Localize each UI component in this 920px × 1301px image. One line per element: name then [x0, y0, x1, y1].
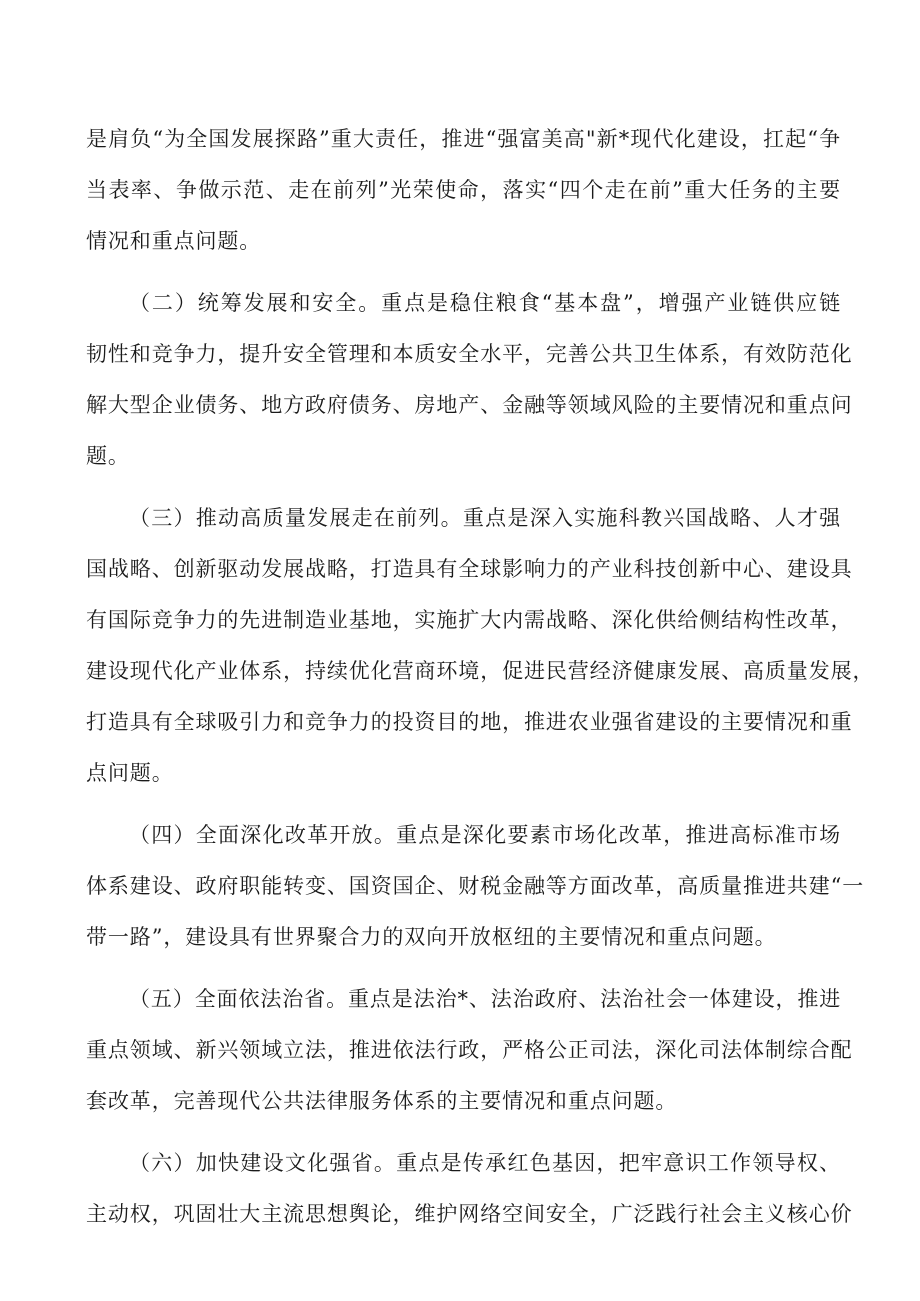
- paragraph-development: [86, 493, 875, 799]
- paragraph-continuation: [86, 114, 841, 267]
- text-line: （二）统筹发展和安全。重点是稳住粮食“基本盘”，增强产业链供应链: [129, 291, 841, 315]
- text-line: （六）加快建设文化强省。重点是传承红色基因，把牢意识工作领导权、: [129, 1151, 841, 1175]
- text-line: 解大型企业债务、地方政府债务、房地产、金融等领域风险的主要情况和重点问: [86, 393, 853, 417]
- text-line: 韧性和竞争力，提升安全管理和本质安全水平，完善公共卫生体系，有效防范化: [86, 342, 853, 366]
- text-line: （五）全面依法治省。重点是法治*、法治政府、法治社会一体建设，推进: [129, 987, 842, 1011]
- text-line: 重点领域、新兴领域立法，推进依法行政，严格公正司法，深化司法体制综合配: [86, 1038, 853, 1062]
- text-line: 点问题。: [86, 761, 174, 785]
- text-line: 体系建设、政府职能转变、国资国企、财税金融等方面改革，高质量推进共建“一: [86, 874, 865, 898]
- text-line: （四）全面深化改革开放。重点是深化要素市场化改革，推进高标准市场: [129, 823, 841, 847]
- text-line: 带一路”，建设具有世界聚合力的双向开放枢纽的主要情况和重点问题。: [86, 925, 777, 949]
- text-line: 国战略、创新驱动发展战略，打造具有全球影响力的产业科技创新中心、建设具: [86, 557, 853, 581]
- text-line: 主动权，巩固壮大主流思想舆论，维护网络空间安全，广泛践行社会主义核心价: [86, 1202, 853, 1226]
- paragraph-culture: [86, 1138, 853, 1240]
- paragraph-rule-of-law: [86, 974, 853, 1127]
- text-line: 打造具有全球吸引力和竞争力的投资目的地，推进农业强省建设的主要情况和重: [86, 710, 853, 734]
- text-line: 建设现代化产业体系，持续优化营商环境，促进民营经济健康发展、高质量发展，: [86, 659, 875, 683]
- text-line: 是肩负“为全国发展探路”重大责任，推进“强富美高"新*现代化建设，扛起“争: [86, 127, 841, 151]
- paragraph-security: [86, 278, 853, 482]
- text-line: 当表率、争做示范、走在前列”光荣使命，落实“四个走在前”重大任务的主要: [86, 178, 841, 202]
- text-line: 情况和重点问题。: [86, 229, 262, 253]
- text-line: 有国际竞争力的先进制造业基地，实施扩大内需战略、深化供给侧结构性改革，: [86, 608, 853, 632]
- text-line: （三）推动高质量发展走在前列。重点是深入实施科教兴国战略、人才强: [129, 506, 841, 530]
- paragraph-reform: [86, 810, 865, 963]
- text-line: 套改革，完善现代公共法律服务体系的主要情况和重点问题。: [86, 1089, 678, 1113]
- text-line: 题。: [86, 444, 130, 468]
- document-page: [86, 114, 875, 1240]
